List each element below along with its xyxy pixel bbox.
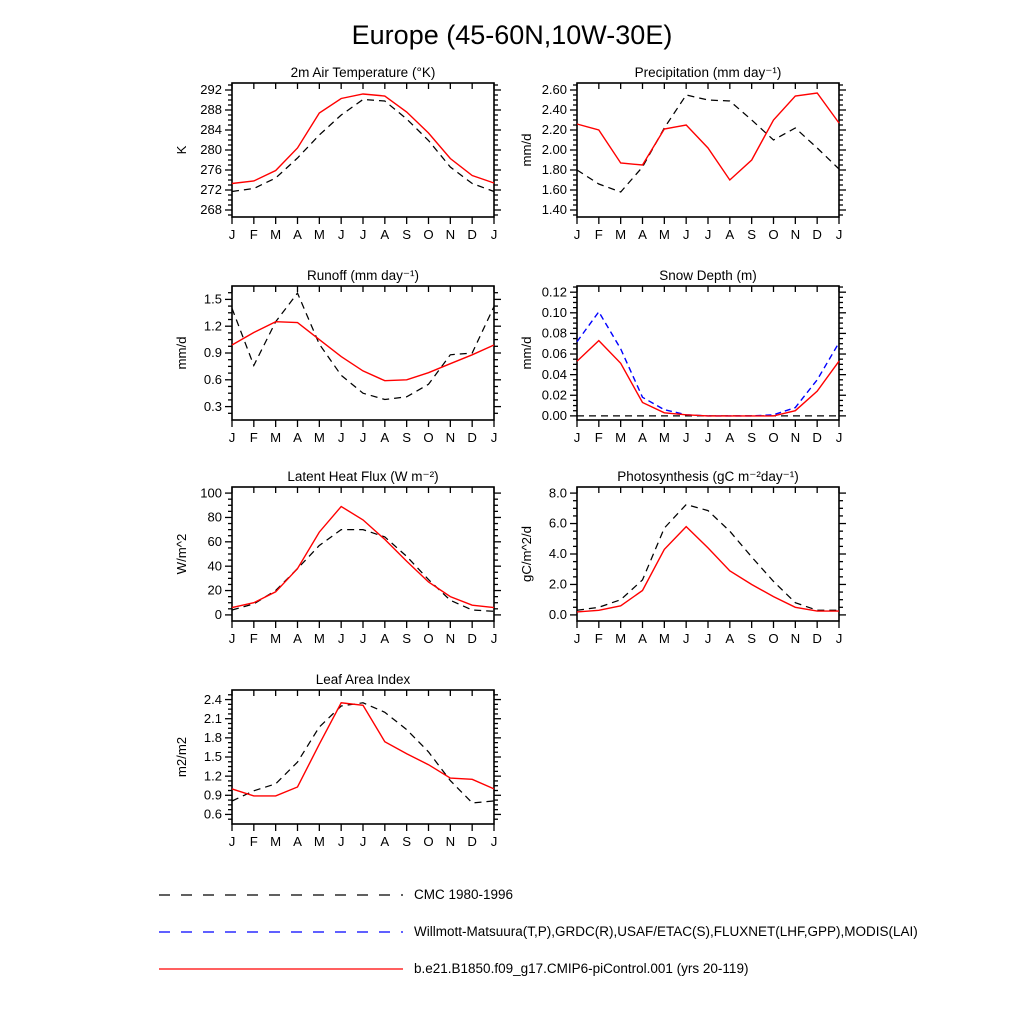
- x-tick-label: O: [768, 631, 779, 646]
- y-axis-label: gC/m^2/d: [519, 525, 534, 583]
- x-tick-label: F: [594, 631, 603, 646]
- y-axis-label: m2/m2: [174, 736, 189, 778]
- legend-label-obs: Willmott-Matsuura(T,P),GRDC(R),USAF/ETAC(S),FLUXNET(LHF,GPP),MODIS(LAI): [414, 924, 918, 939]
- x-tick-label: D: [467, 227, 477, 242]
- y-tick-label: 100: [200, 485, 222, 501]
- x-tick-label: A: [380, 227, 390, 242]
- y-tick-label: 0.3: [203, 398, 222, 414]
- y-tick-label: 2.0: [548, 576, 567, 592]
- x-tick-label: F: [594, 430, 603, 445]
- data-series-model: [577, 341, 839, 416]
- legend-line-obs-icon: [158, 925, 404, 939]
- y-axis-label: mm/d: [174, 336, 189, 370]
- y-axis-label: W/m^2: [174, 533, 189, 575]
- y-tick-label: 6.0: [548, 515, 567, 531]
- x-tick-label: D: [467, 834, 477, 849]
- data-series-cmc: [232, 293, 494, 399]
- x-tick-label: J: [337, 834, 345, 849]
- x-tick-label: M: [270, 430, 282, 445]
- x-tick-label: A: [293, 227, 302, 242]
- x-tick-label: D: [812, 631, 822, 646]
- x-tick-label: J: [228, 631, 236, 646]
- y-tick-label: 1.5: [203, 749, 222, 765]
- x-tick-label: M: [313, 631, 325, 646]
- chart-snow-depth: [505, 268, 885, 468]
- x-tick-label: M: [270, 631, 282, 646]
- x-tick-label: J: [835, 430, 843, 445]
- data-series-cmc: [232, 703, 494, 803]
- x-tick-label: J: [337, 430, 345, 445]
- x-tick-label: J: [228, 227, 236, 242]
- x-tick-label: A: [725, 227, 735, 242]
- y-axis-label: mm/d: [519, 336, 534, 370]
- chart-latent-heat-flux: [160, 469, 540, 669]
- y-tick-label: 80: [207, 509, 222, 525]
- x-tick-label: M: [615, 631, 627, 646]
- x-tick-label: O: [423, 631, 434, 646]
- x-tick-label: M: [658, 227, 670, 242]
- x-tick-label: S: [402, 227, 412, 242]
- x-tick-label: A: [638, 430, 647, 445]
- y-tick-label: 0.9: [203, 787, 222, 803]
- y-tick-label: 0.9: [203, 345, 222, 361]
- x-tick-label: M: [615, 430, 627, 445]
- x-tick-label: S: [402, 834, 412, 849]
- x-tick-label: A: [293, 430, 302, 445]
- x-tick-label: A: [638, 227, 647, 242]
- x-tick-label: J: [573, 227, 581, 242]
- y-tick-label: 292: [200, 82, 222, 98]
- x-tick-label: N: [445, 227, 456, 242]
- x-tick-label: J: [359, 834, 367, 849]
- x-tick-label: F: [594, 227, 603, 242]
- x-tick-label: J: [359, 631, 367, 646]
- chart-precipitation: [505, 65, 885, 265]
- y-tick-label: 1.2: [203, 318, 222, 334]
- x-tick-label: M: [658, 631, 670, 646]
- legend-label-model: b.e21.B1850.f09_g17.CMIP6-piControl.001 (yrs 20-119): [414, 961, 749, 976]
- legend-label-cmc: CMC 1980-1996: [414, 887, 514, 902]
- x-tick-label: J: [704, 227, 712, 242]
- x-tick-label: M: [615, 227, 627, 242]
- y-tick-label: 1.80: [541, 162, 567, 178]
- y-tick-label: 0.10: [541, 305, 567, 320]
- chart-title: Precipitation (mm day⁻¹): [634, 65, 782, 80]
- x-tick-label: S: [747, 227, 757, 242]
- x-tick-label: J: [682, 430, 690, 445]
- chart-title: Snow Depth (m): [659, 268, 757, 283]
- y-tick-label: 1.60: [541, 182, 567, 198]
- x-tick-label: J: [704, 430, 712, 445]
- x-tick-label: A: [380, 430, 390, 445]
- data-series-cmc: [232, 100, 494, 192]
- x-tick-label: M: [270, 227, 282, 242]
- x-tick-label: J: [359, 430, 367, 445]
- x-tick-label: A: [725, 631, 735, 646]
- y-axis-label: K: [174, 145, 189, 155]
- data-series-model: [232, 703, 494, 796]
- y-tick-label: 2.1: [203, 710, 222, 726]
- y-tick-label: 1.8: [203, 730, 222, 746]
- x-tick-label: S: [402, 631, 412, 646]
- x-tick-label: J: [490, 430, 498, 445]
- chart-title: Leaf Area Index: [315, 672, 411, 687]
- chart-photosynthesis: [505, 469, 885, 669]
- y-tick-label: 0.6: [203, 806, 222, 822]
- x-tick-label: D: [467, 631, 477, 646]
- y-tick-label: 20: [207, 582, 222, 598]
- x-tick-label: A: [725, 430, 735, 445]
- x-tick-label: J: [704, 631, 712, 646]
- chart-title: Latent Heat Flux (W m⁻²): [287, 469, 439, 484]
- x-tick-label: O: [768, 227, 779, 242]
- x-tick-label: O: [423, 834, 434, 849]
- y-tick-label: 1.5: [203, 291, 222, 307]
- chart-title: 2m Air Temperature (°K): [290, 65, 436, 80]
- y-tick-label: 284: [200, 122, 222, 138]
- y-tick-label: 0.04: [541, 366, 567, 382]
- y-tick-label: 0.00: [541, 408, 567, 424]
- y-axis-label: mm/d: [519, 133, 534, 167]
- x-tick-label: O: [423, 227, 434, 242]
- chart-title: Photosynthesis (gC m⁻²day⁻¹): [617, 469, 799, 484]
- y-tick-label: 0: [214, 607, 222, 623]
- y-tick-label: 2.40: [541, 102, 567, 118]
- x-tick-label: J: [359, 227, 367, 242]
- y-tick-label: 268: [200, 202, 222, 218]
- y-tick-label: 1.2: [203, 768, 222, 784]
- legend-line-model-icon: [158, 962, 404, 976]
- chart-runoff: [160, 268, 540, 468]
- y-tick-label: 0.02: [541, 387, 567, 403]
- y-tick-label: 0.08: [541, 325, 567, 341]
- data-series-model: [232, 507, 494, 608]
- x-tick-label: J: [337, 631, 345, 646]
- x-tick-label: A: [380, 631, 390, 646]
- legend-item-cmc: [158, 876, 918, 913]
- y-tick-label: 280: [200, 142, 222, 158]
- x-tick-label: S: [747, 631, 757, 646]
- x-tick-label: J: [573, 631, 581, 646]
- y-tick-label: 4.0: [548, 546, 567, 562]
- chart-leaf-area-index: [160, 672, 540, 872]
- data-series-model: [577, 93, 839, 180]
- legend-item-obs: [158, 913, 918, 950]
- x-tick-label: F: [249, 631, 258, 646]
- x-tick-label: D: [467, 430, 477, 445]
- legend-line-cmc-icon: [158, 888, 404, 902]
- chart-air-temperature: [160, 65, 540, 265]
- figure-title: Europe (45-60N,10W-30E): [351, 20, 673, 50]
- x-tick-label: F: [249, 834, 258, 849]
- x-tick-label: M: [313, 227, 325, 242]
- x-tick-label: F: [249, 430, 258, 445]
- x-tick-label: J: [573, 430, 581, 445]
- data-series-model: [232, 94, 494, 184]
- x-tick-label: J: [228, 834, 236, 849]
- x-tick-label: J: [835, 227, 843, 242]
- data-series-obs: [577, 312, 839, 416]
- x-tick-label: O: [423, 430, 434, 445]
- x-tick-label: N: [790, 430, 801, 445]
- x-tick-label: N: [445, 430, 456, 445]
- x-tick-label: N: [445, 631, 456, 646]
- x-tick-label: J: [228, 430, 236, 445]
- legend-item-model: [158, 950, 918, 987]
- y-tick-label: 276: [200, 162, 222, 178]
- y-tick-label: 2.20: [541, 122, 567, 138]
- y-tick-label: 8.0: [548, 485, 567, 501]
- x-tick-label: D: [812, 430, 822, 445]
- y-tick-label: 288: [200, 102, 222, 118]
- x-tick-label: N: [445, 834, 456, 849]
- y-tick-label: 40: [207, 558, 222, 574]
- x-tick-label: D: [812, 227, 822, 242]
- x-tick-label: A: [380, 834, 390, 849]
- chart-title: Runoff (mm day⁻¹): [307, 268, 419, 283]
- x-tick-label: S: [747, 430, 757, 445]
- x-tick-label: S: [402, 430, 412, 445]
- x-tick-label: A: [638, 631, 647, 646]
- data-series-model: [577, 527, 839, 612]
- y-tick-label: 272: [200, 182, 222, 198]
- x-tick-label: M: [313, 430, 325, 445]
- x-tick-label: J: [490, 834, 498, 849]
- x-tick-label: F: [249, 227, 258, 242]
- x-tick-label: M: [270, 834, 282, 849]
- y-tick-label: 0.0: [548, 607, 567, 623]
- y-tick-label: 0.6: [203, 372, 222, 387]
- x-tick-label: A: [293, 631, 302, 646]
- x-tick-label: N: [790, 631, 801, 646]
- x-tick-label: J: [835, 631, 843, 646]
- y-tick-label: 1.40: [541, 202, 567, 218]
- legend: [158, 876, 918, 987]
- y-tick-label: 60: [207, 534, 222, 550]
- data-series-cmc: [577, 505, 839, 611]
- y-tick-label: 2.60: [541, 82, 567, 98]
- x-tick-label: M: [658, 430, 670, 445]
- x-tick-label: J: [490, 631, 498, 646]
- y-tick-label: 2.4: [203, 691, 222, 707]
- y-tick-label: 0.06: [541, 346, 567, 362]
- y-tick-label: 0.12: [541, 284, 567, 300]
- data-series-cmc: [577, 95, 839, 192]
- x-tick-label: J: [490, 227, 498, 242]
- x-tick-label: A: [293, 834, 302, 849]
- y-tick-label: 2.00: [541, 142, 567, 158]
- x-tick-label: N: [790, 227, 801, 242]
- x-tick-label: J: [682, 631, 690, 646]
- x-tick-label: M: [313, 834, 325, 849]
- x-tick-label: J: [682, 227, 690, 242]
- x-tick-label: J: [337, 227, 345, 242]
- x-tick-label: O: [768, 430, 779, 445]
